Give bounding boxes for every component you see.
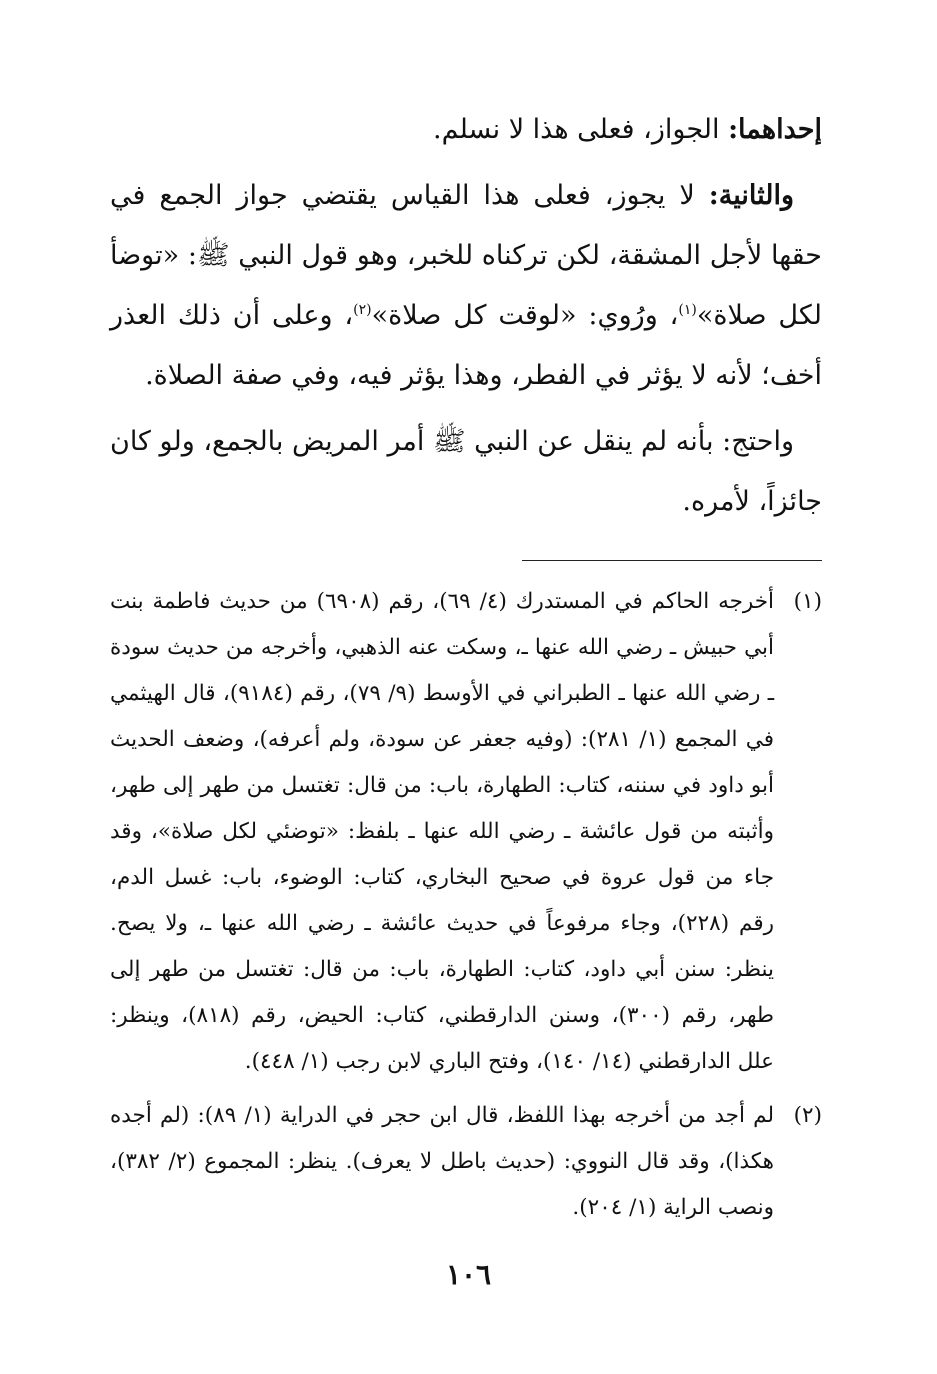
footnote-ref-2[interactable]: (٢) bbox=[353, 302, 372, 318]
footnote-1-text: أخرجه الحاكم في المستدرك (٤/ ٦٩)، رقم (٦٩٠٨) من حديث فاطمة بنت أبي حبيش ـ رضي الله عنها ـ، وسكت عنه الذهبي، وأخرجه من حديث سودة ـ رضي الله عنها ـ الطبراني في الأوسط (٩/ ٧٩)، رقم (٩١٨٤)، قال الهيثمي في المجمع (١/ ٢٨١): (وفيه جعفر عن سودة، ولم أعرفه)، وضعف الحديث أبو داود في سننه، كتاب: الطهارة، باب: من قال: تغتسل من طهر إلى طهر، وأثبته من قول عائشة ـ رضي الله عنها ـ بلفظ: «توضئي لكل صلاة»، وقد جاء من قول عروة في صحيح البخاري، كتاب: الوضوء، باب: غسل الدم، رقم (٢٢٨)، وجاء مرفوعاً في حديث عائشة ـ رضي الله عنها ـ، ولا يصح. ينظر: سنن أبي داود، كتاب: الطهارة، باب: من قال: تغتسل من طهر إلى طهر، رقم (٣٠٠)، وسنن الدارقطني، كتاب: الحيض، رقم (٨١٨)، وينظر: علل الدارقطني (١٤/ ١٤٠)، وفتح الباري لابن رجب (١/ ٤٤٨). bbox=[110, 589, 775, 1074]
footnote-ref-1[interactable]: (١) bbox=[678, 302, 697, 318]
paragraph-2-text-b: ، ورُوي: «لوقت كل صلاة» bbox=[371, 300, 679, 331]
book-page bbox=[110, 100, 822, 1239]
paragraph-2-text-c: ، وعلى أن ذلك العذر أخف؛ لأنه لا يؤثر في الفطر، وهذا يؤثر فيه، وفي صفة الصلاة. bbox=[110, 300, 822, 391]
paragraph-3 bbox=[110, 412, 822, 532]
footnotes bbox=[110, 579, 822, 1231]
footnote-2 bbox=[110, 1093, 822, 1231]
page-number: ١٠٦ bbox=[445, 1258, 492, 1291]
paragraph-1-text: الجواز، فعلى هذا لا نسلم. bbox=[433, 114, 729, 145]
footnote-1 bbox=[110, 579, 822, 1085]
paragraph-2-text-a: لا يجوز، فعلى هذا القياس يقتضي جواز الجمع في حقها لأجل المشقة، لكن تركناه للخبر، وهو قول النبي ﷺ: «توضأ لكل صلاة» bbox=[110, 180, 823, 331]
footnote-2-number: (٢) bbox=[793, 1103, 822, 1128]
footnote-separator bbox=[522, 560, 822, 561]
footnote-2-text: لم أجد من أخرجه بهذا اللفظ، قال ابن حجر في الدراية (١/ ٨٩): (لم أجده هكذا)، وقد قال النووي: (حديث باطل لا يعرف). ينظر: المجموع (٢/ ٣٨٢)، ونصب الراية (١/ ٢٠٤). bbox=[110, 1103, 775, 1220]
paragraph-2 bbox=[110, 166, 822, 406]
main-text bbox=[110, 100, 822, 532]
paragraph-2-lead: والثانية: bbox=[708, 180, 794, 211]
paragraph-1-lead: إحداهما: bbox=[728, 114, 822, 145]
footnote-1-number: (١) bbox=[793, 589, 822, 614]
paragraph-3-text: واحتج: بأنه لم ينقل عن النبي ﷺ أمر المريض بالجمع، ولو كان جائزاً، لأمره. bbox=[110, 426, 822, 517]
paragraph-1 bbox=[110, 100, 822, 160]
